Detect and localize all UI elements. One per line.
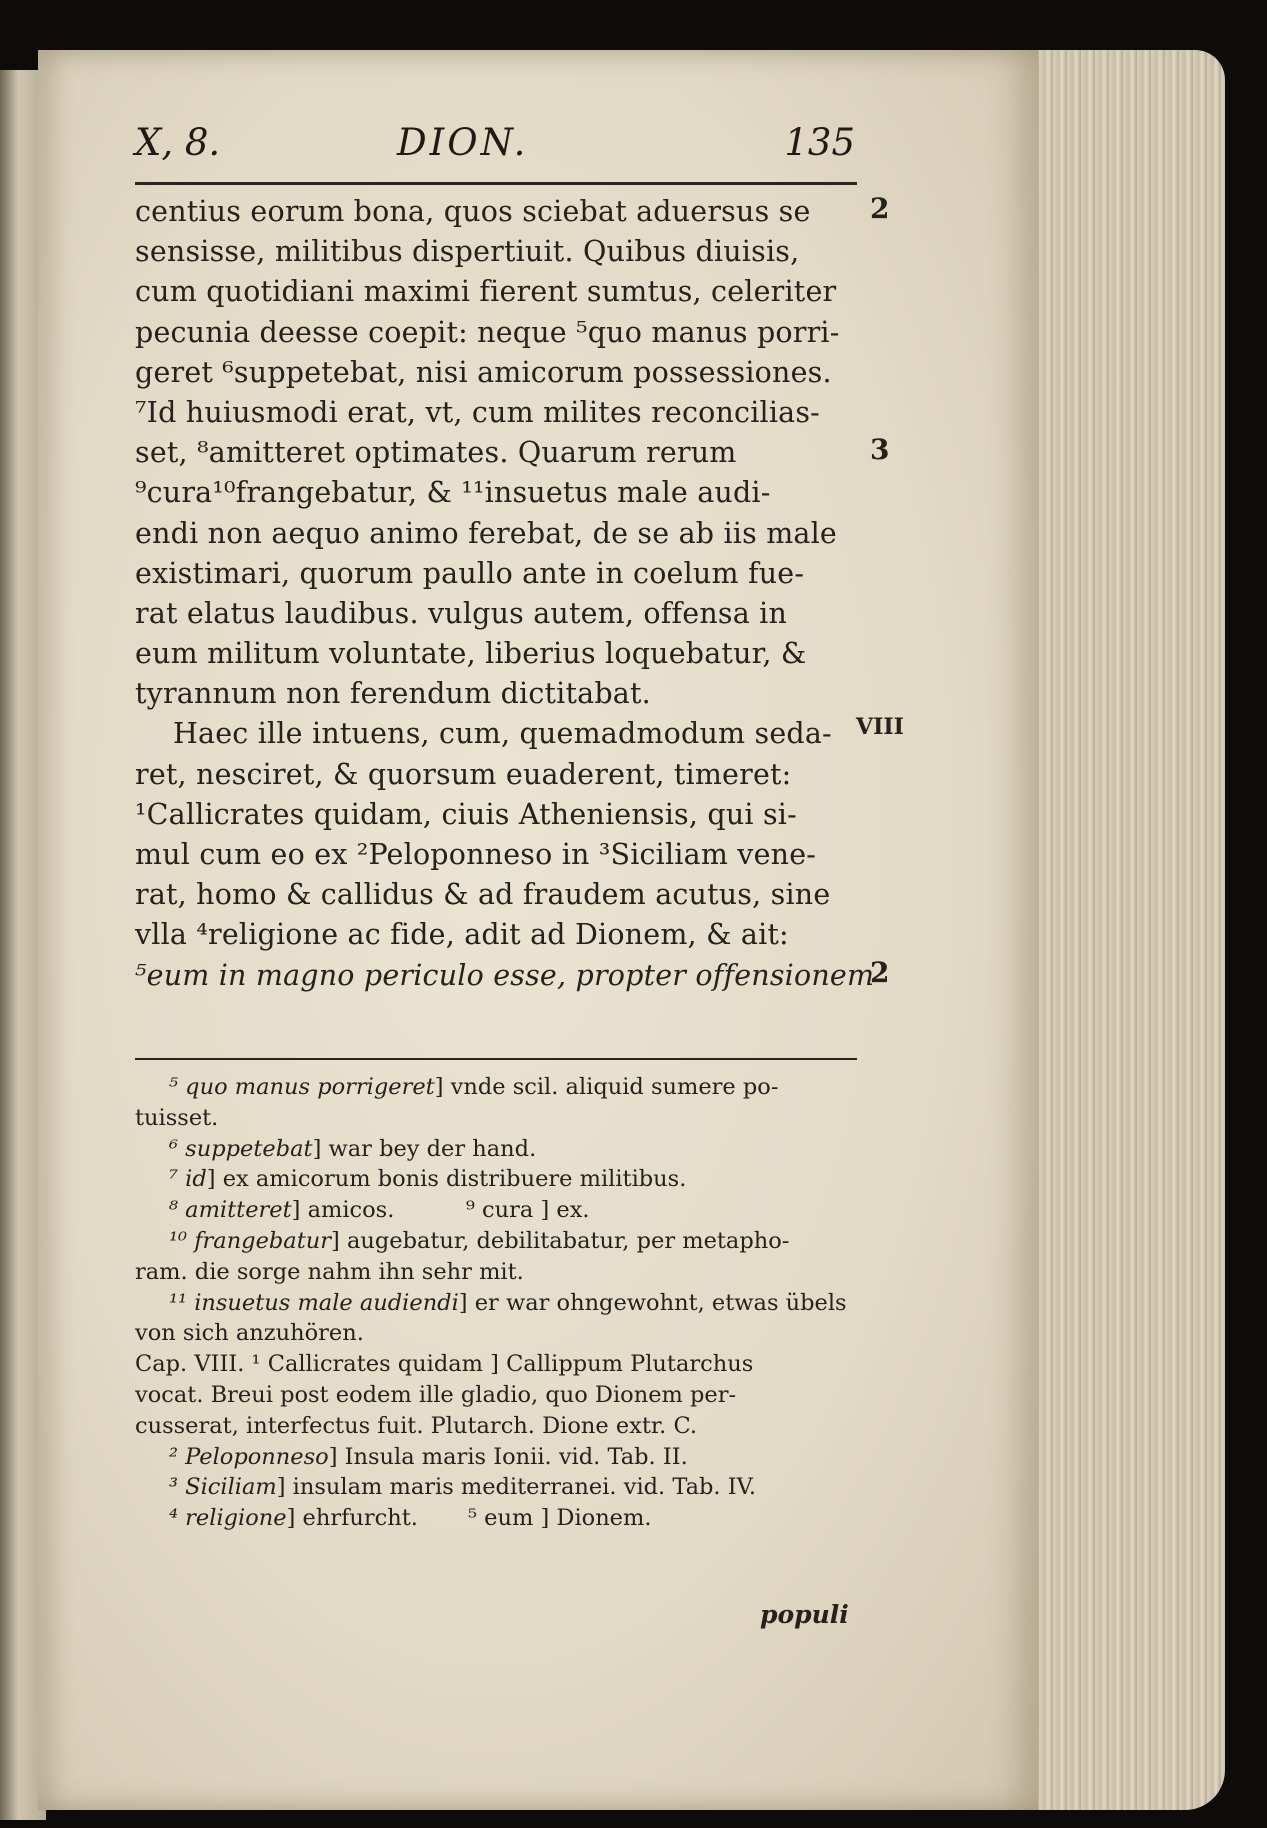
text-line: ⁵eum in magno periculo esse, propter offensionem [135, 958, 875, 992]
footnote-line: ⁷ id] ex amicorum bonis distribuere militibus. [169, 1166, 687, 1193]
footnote-line: ¹⁰ frangebatur] augebatur, debilitabatur, per metapho- [169, 1227, 790, 1254]
text-line: pecunia deesse coepit: neque ⁵quo manus porri- [135, 315, 840, 349]
text-line: tyrannum non ferendum dictitabat. [135, 677, 651, 711]
footnote-line: cusserat, interfectus fuit. Plutarch. Dione extr. C. [135, 1412, 698, 1439]
footnote-line: ³ Siciliam] insulam maris mediterranei. vid. Tab. IV. [169, 1474, 757, 1501]
footnotes [135, 1072, 860, 1534]
margin-note: 2 [870, 956, 890, 989]
page-title: DION. [397, 121, 529, 164]
text-line: cum quotidiani maximi fierent sumtus, celeriter [135, 275, 837, 309]
text-line: set, ⁸amitteret optimates. Quarum rerum [135, 436, 737, 470]
text-line: existimari, quorum paullo ante in coelum fue- [135, 556, 805, 590]
catchword: populi [760, 1600, 849, 1629]
footnote-line: ² Peloponneso] Insula maris Ionii. vid. Tab. II. [169, 1443, 688, 1470]
footnote-line: ⁸ amitteret] amicos. ⁹ cura ] ex. [169, 1197, 590, 1224]
footnote-line: ram. die sorge nahm ihn sehr mit. [135, 1258, 524, 1285]
chapter-reference: X, 8. [135, 121, 221, 164]
text-line: mul cum eo ex ²Peloponneso in ³Siciliam vene- [135, 838, 817, 871]
margin-note: 2 [870, 192, 890, 225]
footnote-rule [135, 1058, 857, 1060]
footnote-line: ⁵ quo manus porrigeret] vnde scil. aliquid sumere po- [169, 1074, 779, 1100]
main-text [135, 192, 875, 996]
text-line: ¹Callicrates quidam, ciuis Atheniensis, qui si- [135, 797, 797, 831]
text-line: rat, homo & callidus & ad fraudem acutus, sine [135, 878, 831, 912]
footnote-line: von sich anzuhören. [135, 1320, 364, 1347]
footnote-line: tuisset. [135, 1104, 219, 1131]
margin-note: 3 [870, 433, 890, 466]
text-line: rat elatus laudibus. vulgus autem, offensa in [135, 596, 788, 630]
text-line: geret ⁶suppetebat, nisi amicorum possessiones. [135, 355, 832, 389]
text-line: ret, nesciret, & quorsum euaderent, timeret: [135, 757, 792, 791]
text-line: ⁹cura¹⁰frangebatur, & ¹¹insuetus male audi- [135, 476, 771, 510]
page-number: 135 [784, 121, 855, 164]
footnote-line: ¹¹ insuetus male audiendi] er war ohngewohnt, etwas übels [169, 1289, 847, 1316]
text-line: vlla ⁴religione ac fide, adit ad Dionem, & ait: [135, 918, 789, 952]
text-line: ⁷Id huiusmodi erat, vt, cum milites reconcilias- [135, 395, 821, 429]
footnote-line: Cap. VIII. ¹ Callicrates quidam ] Callippum Plutarchus [135, 1351, 754, 1378]
text-line: centius eorum bona, quos sciebat aduersus se [135, 195, 811, 228]
footnote-line: ⁶ suppetebat] war bey der hand. [169, 1135, 537, 1162]
running-header [135, 115, 855, 177]
header-rule [135, 182, 857, 185]
footnote-line: ⁴ religione] ehrfurcht. ⁵ eum ] Dionem. [169, 1505, 652, 1532]
text-line: endi non aequo animo ferebat, de se ab iis male [135, 516, 837, 550]
footnote-line: vocat. Breui post eodem ille gladio, quo Dionem per- [135, 1381, 737, 1408]
text-line: eum militum voluntate, liberius loquebatur, & [135, 637, 807, 671]
text-line: Haec ille intuens, cum, quemadmodum seda- [173, 717, 832, 751]
chapter-marker: VIII [856, 714, 904, 740]
text-line: sensisse, militibus dispertiuit. Quibus diuisis, [135, 235, 800, 269]
page-stack [1025, 50, 1225, 1810]
